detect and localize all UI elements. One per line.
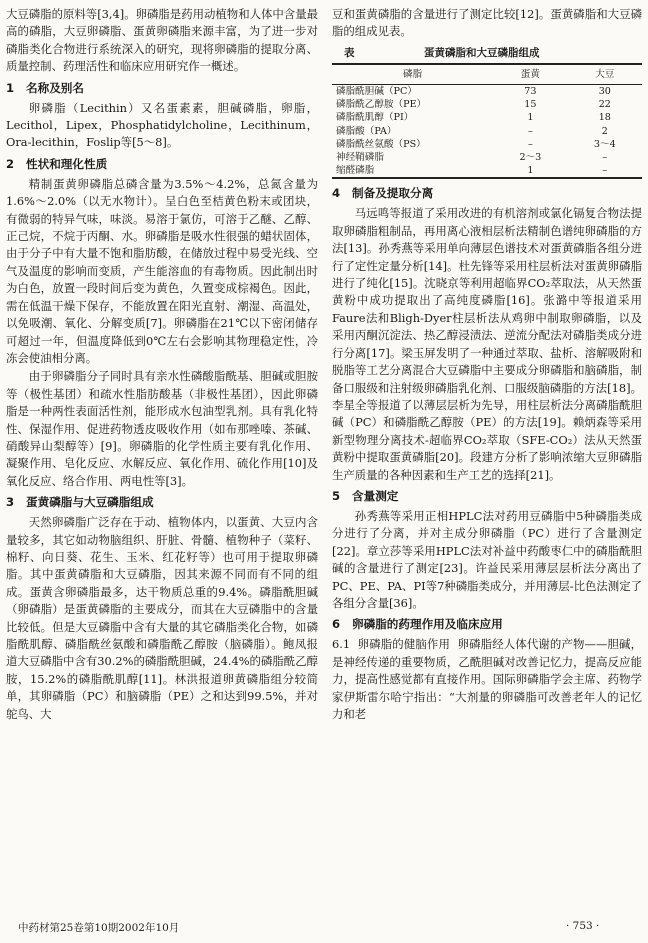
left-column — [6, 6, 318, 724]
table-row — [332, 138, 642, 151]
section-6-heading — [332, 616, 642, 633]
section-title: 含量测定 — [352, 488, 399, 503]
continuation-paragraph: 豆和蛋黄磷脂的含量进行了测定比较[12]。蛋黄磷脂和大豆磷脂的组成见表。 — [332, 7, 642, 39]
table-caption — [332, 45, 642, 60]
table-cell: 30 — [598, 86, 611, 98]
section-title: 名称及别名 — [26, 80, 84, 95]
section-number: 1 — [6, 80, 15, 95]
table-cell: 缩醛磷脂 — [336, 165, 375, 177]
table-cell: – — [528, 138, 533, 150]
section-3-body: 天然卵磷脂广泛存在于动、植物体内，以蛋黄、大豆内含量较多，其它如动物脑组织、肝脏、骨髓、植物种子（菜籽、棉籽、向日葵、花生、玉米、红花籽等）也可用于提取卵磷脂。其中蛋黄磷脂和大豆磷脂，因其来源不同而有不同的组成。蛋黄含卵磷脂最多，达干物质总重的9.4%。磷脂酰胆碱（卵磷脂）是蛋黄磷脂的主要成分，而其在大豆磷脂中的含量比较低。但是大豆磷脂中含有大量的其它磷脂类化合物，如磷脂酰肌醇、磷脂酰丝氨酸和磷脂酰乙醇胺（脑磷脂）。鲍凤报道大豆磷脂中含有30.2%的磷脂酰胆碱，24.4%的磷脂酰乙醇胺，15.2%的磷脂酰肌醇[11]。林洪报道卵黄磷脂组分较简单，其卵磷脂（PC）和脑磷脂（PE）之和达到99.5%，并对鸵鸟、大 — [6, 515, 318, 721]
section-title: 制备及提取分离 — [352, 186, 434, 201]
page-number: · 753 · — [566, 920, 600, 932]
table-cell: 磷脂酰丝氨酸（PS） — [336, 138, 426, 150]
table-cell: 磷脂酰胆碱（PC） — [336, 86, 417, 98]
section-number: 3 — [6, 495, 15, 510]
table-cell: 神经鞘磷脂 — [336, 152, 384, 164]
column-header: 大豆 — [595, 68, 615, 80]
table-cell: 磷脂酰肌醇（PI） — [336, 112, 414, 124]
right-column — [332, 6, 642, 724]
section-3-heading — [6, 494, 318, 511]
section-1-body: 卵磷脂（Lecithin）又名蛋素素，胆碱磷脂，卵脂，Lecithol，Lipex，Phosphatidylcholine，Lecithinum，Ora-lecithin，Foslip等[5～8]。 — [6, 100, 318, 150]
section-2-heading — [6, 156, 318, 173]
table-cell: – — [602, 165, 608, 177]
table-cell: 15 — [524, 99, 537, 111]
section-number: 6 — [332, 617, 341, 632]
section-1-heading — [6, 80, 318, 97]
table — [332, 63, 642, 180]
table-cell: 18 — [598, 112, 611, 124]
table-label: 表 — [344, 46, 355, 59]
table-title: 蛋黄磷脂和大豆磷脂组成 — [424, 46, 540, 59]
table-row — [332, 125, 642, 138]
table-cell: – — [602, 152, 608, 164]
section-4-body: 马远鸣等报道了采用改进的有机溶剂或氯化镉复合物法提取卵磷脂粗制品，再用离心液相层析法精制色谱纯卵磷脂的方法[13]。孙秀燕等采用单向薄层色谱技术对蛋黄磷脂各组分进行了定性定量分析[14]。杜先锋等采用柱层析法对蛋黄卵磷脂进行了纯化[15]。沈晓京等利用超临界CO₂萃取法，从天然蛋黄粉中成功提取出了高纯度磷脂[16]。张潞中等报道采用Faure法和Bligh-Dyer柱层析法从鸡卵中制取卵磷脂，以及采用丙酮沉淀法、热乙醇浸渍法、逆流分配法对磷脂类成分进行分离[17]。梁玉屏发明了一种通过萃取、盐析、溶解吸附和脱脂等工艺分离混合大豆磷脂中主要成分卵磷脂和脑磷脂，制备口服级和注射级卵磷脂乳化剂、口服级脑磷脂的方法[18]。李星全等报道了以薄层层析为先导，用柱层析法分离磷脂酰胆碱（PC）和磷脂酰乙醇胺（PE）的方法[19]。赖炳森等采用新型物理分离技术-超临界CO₂萃取（SFE-CO₂）法从天然蛋黄粉中提取蛋黄磷脂[20]。段建方分析了影响浓缩大豆卵磷脂生产质量的各种因素和生产工艺的选择[21]。 — [332, 206, 642, 482]
section-number: 5 — [332, 488, 341, 503]
section-6-1-body — [332, 636, 642, 723]
column-header: 蛋黄 — [520, 68, 540, 80]
table-cell: 磷脂酰乙醇胺（PE） — [336, 99, 427, 111]
section-number: 2 — [6, 156, 15, 171]
table-cell: 磷脂酸（PA） — [336, 125, 397, 137]
table-row — [332, 111, 642, 124]
subsection-number: 6.1 — [332, 637, 351, 652]
table-cell: 1 — [527, 165, 534, 177]
section-title: 卵磷脂的药理作用及临床应用 — [352, 617, 503, 632]
section-2-para-2: 由于卵磷脂分子同时具有亲水性磷酸脂酰基、胆碱或胆胺等（极性基团）和疏水性脂肪酸基（非极性基团），因此卵磷脂是一种两性表面活性剂，能形成水包油型乳剂。具有乳化特性、保湿作用、促进药物透皮吸收作用（如布那唑嗪、茶碱、硝酸异山梨醇等）[9]。卵磷脂的化学性质主要有乳化作用、凝聚作用、皂化反应、水解反应、氧化作用、硫化作用[10]及氧化反应、络合作用、两电性等[3]。 — [6, 369, 318, 488]
journal-footer: 中药材第25卷第10期2002年10月 — [18, 922, 180, 934]
table-row — [332, 98, 642, 111]
composition-table — [332, 45, 642, 180]
section-2-para-1: 精制蛋黄卵磷脂总磷含量为3.5%～4.2%，总氮含量为1.6%～2.0%（以无水物计）。呈白色至桔黄色粉末或团块，有微弱的特异气味，味淡。易溶于氯仿，可溶于乙醚、乙醇、正己烷，不烷于丙酮、水。卵磷脂是吸水性很强的蜡状固体，由于分子中有大量不饱和脂肪酸，在储放过程中易受光线、空气及温度的影响而变质，产生能溶血的有毒物质。因此制出时为白色，放置一段时间后变为黄色，久置变成棕褐色。因此，需在低温干燥下保存，不能放置在阳光直射、潮湿、高温处，以免吸潮、氧化、分解变质[7]。卵磷脂在21℃以下密闭储存可超过一年，但温度降低到0℃左右会影响其物理稳定性，冷冻会使油相分离。 — [6, 176, 318, 365]
table-cell: 3～4 — [593, 138, 616, 150]
section-5-heading — [332, 488, 642, 505]
table-row — [332, 85, 642, 99]
section-title: 性状和理化性质 — [26, 156, 108, 171]
table-row — [332, 151, 642, 164]
table-cell: 73 — [524, 86, 537, 98]
table-cell: 1 — [527, 112, 534, 124]
table-cell: 22 — [598, 99, 611, 111]
section-number: 4 — [332, 186, 341, 201]
intro-paragraph: 大豆磷脂的原料等[3,4]。卵磷脂是药用动植物和人体中含量最高的磷脂，大豆卵磷脂、蛋黄卵磷脂来源丰富，为了进一步对磷脂类化合物进行系统深入的研究，现将卵磷脂的提取分离、质量控制、药理活性和临床应用研究作一概述。 — [6, 7, 318, 74]
subsection-text: 卵磷脂经人体代谢的产物——胆碱，是神经传递的重要物质，乙酰胆碱对改善记忆力，提高反应能力，提高性感觉都有直接作用。国际卵磷脂学会主席、药物学家伊斯雷尔哈宁指出：“大剂量的卵磷脂可改善老年人的记忆力和老 — [332, 637, 642, 721]
table-cell: 2 — [601, 125, 608, 137]
table-cell: 2～3 — [519, 152, 542, 164]
table-header-row — [332, 64, 642, 85]
column-header: 磷脂 — [403, 68, 423, 80]
subsection-title: 卵磷脂的健脑作用 — [357, 637, 451, 652]
section-title: 蛋黄磷脂与大豆磷脂组成 — [26, 495, 154, 510]
table-cell: – — [528, 125, 533, 137]
section-5-body: 孙秀燕等采用正相HPLC法对药用豆磷脂中5种磷脂类成分进行了分离，并对主成分卵磷脂（PC）进行了含量测定[22]。章立莎等采用HPLC法对补益中药酸枣仁中的磷脂酰胆碱的含量进行了测定[23]。许益民采用薄层层析法分离出了PC、PE、PA、PI等7种磷脂类成分，并用薄层-比色法测定了各组分含量[36]。 — [332, 508, 642, 610]
section-4-heading — [332, 185, 642, 202]
table-row — [332, 164, 642, 178]
